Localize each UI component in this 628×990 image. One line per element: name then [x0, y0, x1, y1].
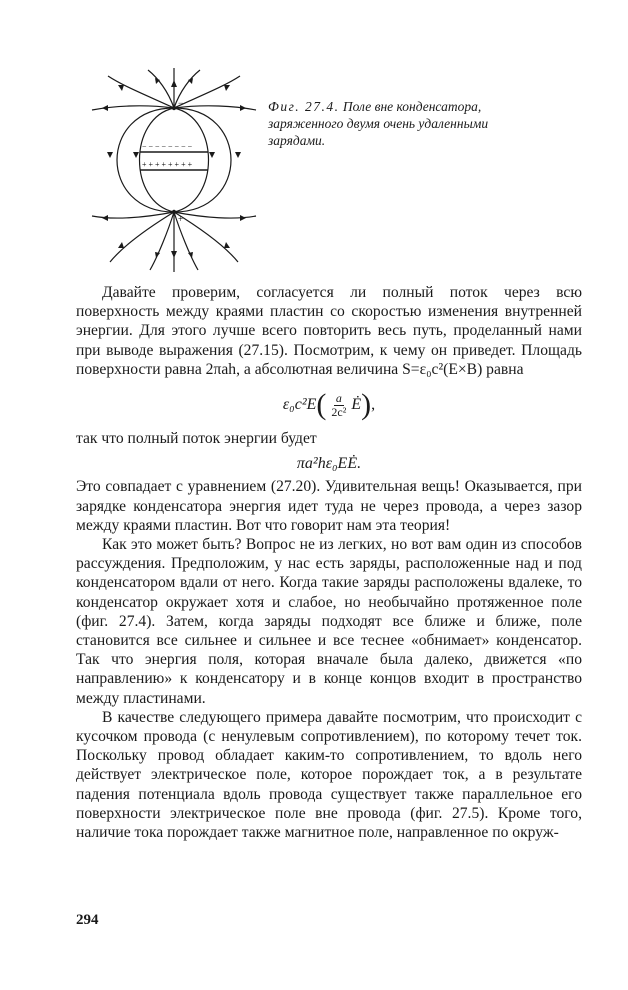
body-text — [76, 283, 582, 842]
arrow-icon — [171, 80, 177, 87]
figure-caption-text: Поле вне конденсатора, заряженного двумя очень удаленными зарядами. — [268, 99, 489, 148]
equation-1-left: ε₀c²E — [282, 396, 317, 414]
field-line — [174, 76, 240, 108]
arrow-icon — [155, 252, 160, 258]
field-line — [174, 212, 238, 262]
arrow-icon — [224, 85, 230, 91]
page-number: 294 — [76, 912, 99, 928]
paragraph: Как это может быть? Вопрос не из легких, но вот вам один из способов рассуждения. Предположим, у нас есть заряды, расположенные над и под конденсатором вдали от него. Когда такие заряды расположены вдалеке, то конденсатор окружает хотя и слабое, но необычайно протяженное поле (фиг. 27.4). Затем, когда заряды подходят все ближе и ближе, поле становится все сильнее и сильнее и все теснее «обнимает» конденсатор. Так что энергия поля, которая вначале была далеко, движется «по направлению» к конденсатору и в конце концов входит в пространство между пластинами. — [76, 536, 582, 707]
charge-bottom-sign: + — [178, 214, 184, 224]
fraction-denominator: 2c² — [331, 404, 347, 419]
plate-bottom-charges: + + + + + + + + — [142, 160, 193, 169]
arrow-icon — [240, 215, 246, 221]
arrow-icon — [240, 105, 246, 111]
arrow-icon — [102, 105, 108, 111]
arrow-icon — [188, 252, 193, 258]
equation-2: πa²hε₀EĖ. — [296, 455, 362, 473]
arrow-icon — [224, 242, 230, 248]
paragraph: Это совпадает с уравнением (27.20). Удивительная вещь! Оказывается, при зарядке конденсатора энергия идет туда не через провода, а через зазор между краями пластин. Вот что говорит нам эта теория! — [76, 478, 582, 534]
arrow-icon — [107, 152, 113, 158]
equation-1-tail: , — [371, 396, 376, 414]
equation-1-fraction — [329, 392, 348, 419]
paragraph: так что полный поток энергии будет — [76, 430, 317, 448]
field-line — [150, 212, 174, 270]
plate-top-charges: − − − − − − − − — [142, 142, 193, 151]
figure-caption — [268, 98, 518, 149]
paragraph: Давайте проверим, согласуется ли полный поток через всю поверхность между краями пластин со скоростью изменения внутренней энергии. Для этого лучше всего повторить весь путь, проделанный нами при выводе выражения (27.15). Посмотрим, к чему он приведет. Площадь поверхности равна 2πah, а абсолютная величина S=ε₀c²(E×B) равна — [76, 284, 582, 378]
arrow-icon — [133, 152, 139, 158]
paragraph: В качестве следующего примера давайте посмотрим, что происходит с кусочком провода (с ненулевым сопротивлением), по которому течет ток. Поскольку провод обладает каким-то сопротивлением, то вдоль него действует электрическое поле, которое порождает ток, а в результате падения потенциала вдоль провода существует также параллельное его поверхности электрическое поле вне провода (фиг. 27.5). Кроме того, наличие тока порождает также магнитное поле, направленное по окруж- — [76, 708, 582, 842]
arrow-icon — [118, 85, 124, 91]
arrow-icon — [118, 242, 124, 248]
equation-1: ε₀c²E ( $\frac{a}{\text{2c²}}$ Ė ) , — [282, 388, 376, 422]
field-line — [110, 212, 174, 262]
figure-27-4 — [88, 66, 260, 276]
arrow-icon — [102, 215, 108, 221]
arrow-icon — [235, 152, 241, 158]
field-line — [108, 76, 174, 108]
fraction-numerator: a — [335, 390, 342, 405]
field-diagram — [88, 66, 260, 276]
charge-top-sign: − — [178, 98, 184, 108]
equation-1-right: Ė — [351, 396, 362, 414]
arrow-icon — [171, 251, 177, 258]
charge-top — [172, 106, 176, 110]
arrow-icon — [209, 152, 215, 158]
figure-label: Фиг. 27.4. — [268, 99, 340, 114]
charge-bottom — [172, 210, 176, 214]
